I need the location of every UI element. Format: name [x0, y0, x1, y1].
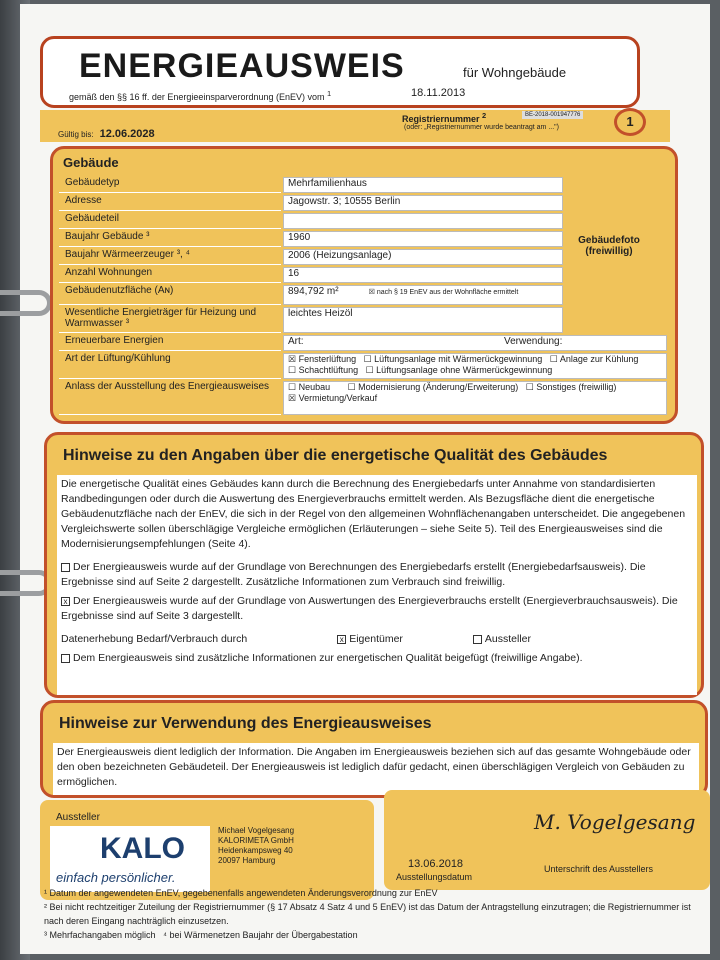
row-value: 16 — [283, 267, 563, 283]
zusatz-row: Dem Energieausweis sind zusätzliche Informationen zur energetischen Qualität beigefügt (freiwillige Angabe). — [57, 647, 697, 666]
row-value — [283, 213, 563, 229]
address-line: 20097 Hamburg — [218, 856, 276, 865]
address-line: KALORIMETA GmbH — [218, 836, 294, 845]
registration-number: BE-2018-001947776 — [522, 111, 583, 119]
row-label: Baujahr Wärmeerzeuger ³, ⁴ — [59, 249, 281, 265]
row-value: 2006 (Heizungsanlage) — [283, 249, 563, 265]
row-value: leichtes Heizöl — [283, 307, 563, 333]
verwendung-label: Verwendung: — [504, 336, 563, 347]
usage-body: Der Energieausweis dient lediglich der Information. Die Angaben im Energieausweis beziehen sich auf das gesamte Wohngebäude oder den oben bezeichneten Gebäudeteil. Der Energieausweis ist lediglich dafür gedacht, einen überschlägigen Vergleich von Gebäuden zu ermöglichen. — [53, 743, 699, 795]
registration-note: (oder: „Registriernummer wurde beantragt am ...") — [404, 124, 559, 131]
row-label: Wesentliche Energieträger für Heizung und Warmwasser ³ — [59, 307, 281, 333]
company-slogan: einfach persönlicher. — [56, 870, 176, 885]
header-box — [40, 36, 640, 108]
issue-date: 13.06.2018 — [408, 858, 464, 870]
document-subtitle: für Wohngebäude — [463, 65, 567, 80]
checkbox-aussteller[interactable] — [473, 635, 482, 644]
issuer-address — [218, 826, 294, 866]
opt-fenster[interactable]: ☒ Fensterlüftung — [288, 354, 357, 364]
valid-until: Gültig bis: 12.06.2028 — [58, 128, 155, 140]
binder-ring — [0, 290, 52, 316]
row-label: Erneuerbare Energien — [59, 335, 281, 351]
row-value: ☐ Neubau ☐ Modernisierung (Änderung/Erweiterung) ☐ Sonstiges (freiwillig) ☒ Vermietung/Verkauf — [283, 381, 667, 415]
logo-box — [50, 826, 210, 892]
row-label: Gebäudenutzfläche (Aɴ) — [59, 285, 281, 305]
company-logo: KALO — [100, 832, 185, 865]
row-label: Baujahr Gebäude ³ — [59, 231, 281, 247]
row-label: Adresse — [59, 195, 281, 211]
footnotes: ¹ Datum der angewendeten EnEV, gegebenenfalls angewendeten Änderungsverordnung zur EnEV ² Bei nicht rechtzeitiger Zuteilung der Registriernummer (§ 17 Absatz 4 Satz 4 und 5 EnEV) ist das Datum der Antragstellung einzutragen; die Registriernummer ist nach deren Eingang nachträglich einzusetzen. ³ Mehrfachangaben möglich ⁴ bei Wärmenetzen Baujahr der Übergabestation — [44, 888, 691, 940]
page-number: 1 — [614, 108, 646, 136]
document-title: ENERGIEAUSWEIS — [79, 47, 405, 85]
address-line: Michael Vogelgesang — [218, 826, 295, 835]
row-value: Mehrfamilienhaus — [283, 177, 563, 193]
option-verbrauch: x Der Energieausweis wurde auf der Grundlage von Auswertungen des Energieverbrauchs erstellt (Energieverbrauchsausweis). Die Ergebnisse sind auf Seite 3 dargestellt. — [61, 595, 678, 622]
notes-section — [44, 432, 704, 698]
notes-title: Hinweise zu den Angaben über die energetische Qualität des Gebäudes — [55, 443, 615, 469]
option-bedarf: Der Energieausweis wurde auf der Grundlage von Berechnungen des Energiebedarfs erstellt (Energiebedarfsausweis). Die Ergebnisse sind auf Seite 2 dargestellt. Zusätzliche Informationen zum Verbrauch sind freiwillig. — [61, 561, 646, 588]
row-label: Gebäudetyp — [59, 177, 281, 193]
law-reference: gemäß den §§ 16 ff. der Energieeinsparverordnung (EnEV) vom $^1$ — [69, 89, 332, 102]
issuer-label: Aussteller — [56, 812, 100, 823]
law-date: 18.11.2013 — [411, 87, 466, 99]
notes-body — [57, 475, 697, 695]
row-value: ☒ Fensterlüftung ☐ Lüftungsanlage mit Wärmerückgewinnung ☐ Anlage zur Kühlung ☐ Schachtlüftung ☐ Lüftungsanlage ohne Wärmerückgewinnung — [283, 353, 667, 379]
row-value: 1960 — [283, 231, 563, 247]
signature: M. Vogelgesang — [534, 810, 696, 834]
row-value: Art: Verwendung: — [283, 335, 667, 351]
checkbox-zusatz[interactable] — [61, 654, 70, 663]
signature-label: Unterschrift des Ausstellers — [544, 864, 654, 874]
row-label: Art der Lüftung/Kühlung — [59, 353, 281, 379]
checkbox-verbrauch[interactable]: x — [61, 597, 70, 606]
usage-title: Hinweise zur Verwendung des Energieausweises — [51, 711, 651, 737]
issue-date-label: Ausstellungsdatum — [396, 872, 473, 882]
row-value: 894,792 m² ☒ nach § 19 EnEV aus der Wohnfläche ermittelt — [283, 285, 563, 305]
area-note: ☒ nach § 19 EnEV aus der Wohnfläche ermittelt — [368, 289, 519, 296]
row-value: Jagowstr. 3; 10555 Berlin — [283, 195, 563, 211]
row-label: Anzahl Wohnungen — [59, 267, 281, 283]
row-label: Gebäudeteil — [59, 213, 281, 229]
usage-section — [40, 700, 708, 798]
building-section — [50, 146, 678, 424]
photo-placeholder: Gebäudefoto (freiwillig) — [578, 235, 640, 257]
address-line: Heidenkampsweg 40 — [218, 846, 293, 855]
registration-label: Registriernummer $^2$ — [402, 111, 487, 124]
datenerhebung-row: Datenerhebung Bedarf/Verbrauch durch x Eigentümer Aussteller — [61, 633, 532, 645]
issuer-box — [40, 800, 374, 900]
row-label: Anlass der Ausstellung des Energieausweises — [59, 381, 281, 415]
notes-text: Die energetische Qualität eines Gebäudes kann durch die Berechnung des Energiebedarfs unter Annahme von standardisierten Randbedingungen oder durch die Auswertung des Energieverbrauchs ermittelt werden. Als Bezugsfläche dient die energetische Gebäudenutzfläche nach der EnEV, die sich in der Regel von den allgemeinen Wohnflächenangaben unterscheidet. Die angegebenen Vergleichswerte sollen überschlägige Vergleiche ermöglichen (Erläuterungen – siehe Seite 5). Teil des Energieausweises sind die Modernisierungsempfehlungen (Seite 4). — [61, 478, 686, 550]
checkbox-eigentuemer[interactable]: x — [337, 635, 346, 644]
checkbox-bedarf[interactable] — [61, 563, 70, 572]
section-title: Gebäude — [63, 155, 119, 170]
signature-box — [384, 790, 710, 890]
